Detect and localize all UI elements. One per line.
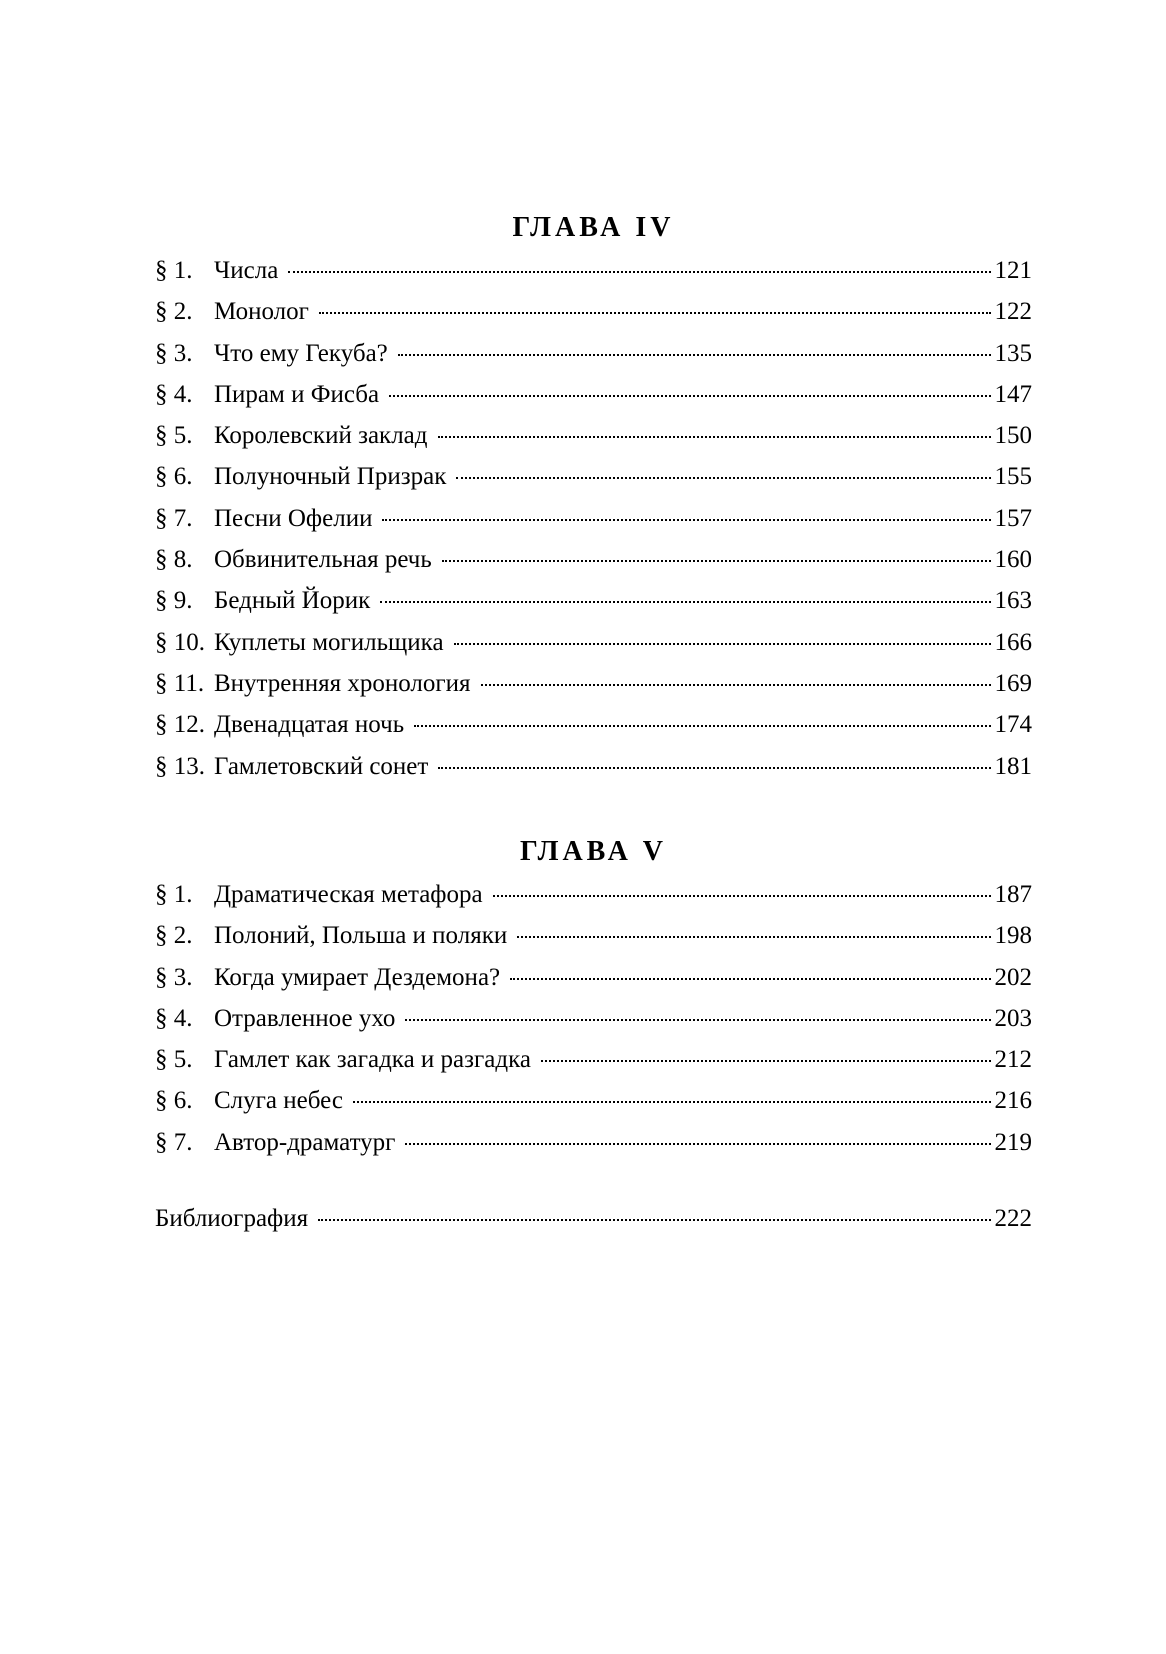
entry-title: Числа xyxy=(214,257,279,284)
entry-title: Монолог xyxy=(214,298,309,326)
section-number: § 3. xyxy=(155,339,193,367)
section-number: § 1. xyxy=(155,881,193,908)
toc-entry[interactable] xyxy=(155,504,1032,545)
dot-leader xyxy=(318,1219,990,1221)
entry-page-number: 150 xyxy=(994,422,1032,450)
section-number: § 5. xyxy=(155,1046,193,1074)
entry-title: Бедный Йорик xyxy=(214,587,371,615)
entry-page-number: 121 xyxy=(994,257,1032,284)
toc-entry[interactable] xyxy=(155,1045,1032,1086)
section-number: § 6. xyxy=(155,463,193,491)
entry-title: Отравленное ухо xyxy=(214,1004,396,1032)
entry-page-number: 163 xyxy=(994,587,1032,615)
section-number: § 2. xyxy=(155,298,193,326)
entry-page-number: 216 xyxy=(994,1087,1032,1115)
entry-title: Куплеты могильщика xyxy=(214,628,444,656)
toc-entry[interactable] xyxy=(155,380,1032,421)
toc-entry[interactable] xyxy=(155,1086,1032,1127)
dot-leader xyxy=(288,271,990,273)
dot-leader xyxy=(541,1060,991,1062)
toc-entry[interactable] xyxy=(155,628,1032,669)
entry-title: Слуга небес xyxy=(214,1087,343,1115)
entry-title: Обвинительная речь xyxy=(214,546,432,574)
entry-page-number: 198 xyxy=(994,922,1032,950)
entry-page-number: 212 xyxy=(994,1046,1032,1074)
bibliography-section xyxy=(155,1204,1032,1245)
entry-title: Двенадцатая ночь xyxy=(214,711,405,739)
dot-leader xyxy=(493,895,991,897)
entry-title: Гамлет как загадка и разгадка xyxy=(214,1046,531,1074)
entry-page-number: 219 xyxy=(994,1128,1032,1156)
section-number: § 8. xyxy=(155,546,193,574)
entry-page-number: 122 xyxy=(994,298,1032,326)
entry-title: Пирам и Фисба xyxy=(214,380,380,408)
entry-page-number: 155 xyxy=(994,463,1032,491)
section-number: § 4. xyxy=(155,1004,193,1032)
toc-entry[interactable] xyxy=(155,256,1032,297)
entry-title: Автор-драматург xyxy=(214,1128,396,1156)
toc-entry[interactable] xyxy=(155,752,1032,793)
entry-page-number: 135 xyxy=(994,339,1032,367)
section-number: § 3. xyxy=(155,963,193,991)
toc-entry[interactable] xyxy=(155,921,1032,962)
chapter-iv-entries xyxy=(155,256,1032,793)
toc-entry[interactable] xyxy=(155,1004,1032,1045)
section-number: § 1. xyxy=(155,257,193,284)
toc-entry[interactable] xyxy=(155,963,1032,1004)
toc-entry[interactable] xyxy=(155,462,1032,503)
dot-leader xyxy=(405,1143,990,1145)
toc-entry[interactable] xyxy=(155,710,1032,751)
entry-title: Полуночный Призрак xyxy=(214,463,447,491)
dot-leader xyxy=(405,1019,990,1021)
dot-leader xyxy=(442,560,991,562)
entry-title: Гамлетовский сонет xyxy=(214,752,429,780)
dot-leader xyxy=(414,725,990,727)
chapter-iv-heading: ГЛАВА IV xyxy=(512,212,675,243)
toc-entry-bibliography[interactable] xyxy=(155,1204,1032,1245)
dot-leader xyxy=(456,477,990,479)
entry-page-number: 157 xyxy=(994,504,1032,532)
section-number: § 12. xyxy=(155,711,205,739)
dot-leader xyxy=(510,978,990,980)
dot-leader xyxy=(438,436,991,438)
section-number: § 7. xyxy=(155,1128,193,1156)
entry-title: Драматическая метафора xyxy=(214,881,483,908)
toc-entry[interactable] xyxy=(155,297,1032,338)
dot-leader xyxy=(481,684,991,686)
section-number: § 2. xyxy=(155,922,193,950)
entry-title: Когда умирает Дездемона? xyxy=(214,963,501,991)
section-number: § 5. xyxy=(155,422,193,450)
toc-entry[interactable] xyxy=(155,669,1032,710)
entry-page-number: 181 xyxy=(994,752,1032,780)
entry-title: Полоний, Польша и поляки xyxy=(214,922,508,950)
entry-title: Библиография xyxy=(155,1205,309,1232)
entry-page-number: 147 xyxy=(994,380,1032,408)
section-number: § 7. xyxy=(155,504,193,532)
chapter-v-heading: ГЛАВА V xyxy=(519,836,668,867)
dot-leader xyxy=(353,1101,991,1103)
dot-leader xyxy=(517,936,990,938)
dot-leader xyxy=(454,643,991,645)
section-number: § 9. xyxy=(155,587,193,615)
dot-leader xyxy=(380,601,990,603)
entry-page-number: 187 xyxy=(994,881,1032,908)
dot-leader xyxy=(398,354,991,356)
section-number: § 13. xyxy=(155,752,205,780)
toc-entry[interactable] xyxy=(155,339,1032,380)
section-number: § 10. xyxy=(155,628,205,656)
section-number: § 4. xyxy=(155,380,193,408)
entry-title: Песни Офелии xyxy=(214,504,373,532)
entry-page-number: 222 xyxy=(994,1205,1032,1232)
entry-page-number: 202 xyxy=(994,963,1032,991)
toc-entry[interactable] xyxy=(155,586,1032,627)
entry-title: Внутренняя хронология xyxy=(214,669,471,697)
dot-leader xyxy=(438,767,990,769)
chapter-v-entries xyxy=(155,880,1032,1169)
toc-entry[interactable] xyxy=(155,1128,1032,1169)
dot-leader xyxy=(389,395,990,397)
toc-entry[interactable] xyxy=(155,545,1032,586)
entry-page-number: 203 xyxy=(994,1004,1032,1032)
entry-title: Королевский заклад xyxy=(214,422,428,450)
entry-page-number: 166 xyxy=(994,628,1032,656)
entry-page-number: 174 xyxy=(994,711,1032,739)
entry-title: Что ему Гекуба? xyxy=(214,339,388,367)
dot-leader xyxy=(319,312,991,314)
toc-entry[interactable] xyxy=(155,880,1032,921)
entry-page-number: 160 xyxy=(994,546,1032,574)
section-number: § 6. xyxy=(155,1087,193,1115)
toc-entry[interactable] xyxy=(155,421,1032,462)
section-number: § 11. xyxy=(155,669,205,697)
entry-page-number: 169 xyxy=(994,669,1032,697)
dot-leader xyxy=(382,519,990,521)
